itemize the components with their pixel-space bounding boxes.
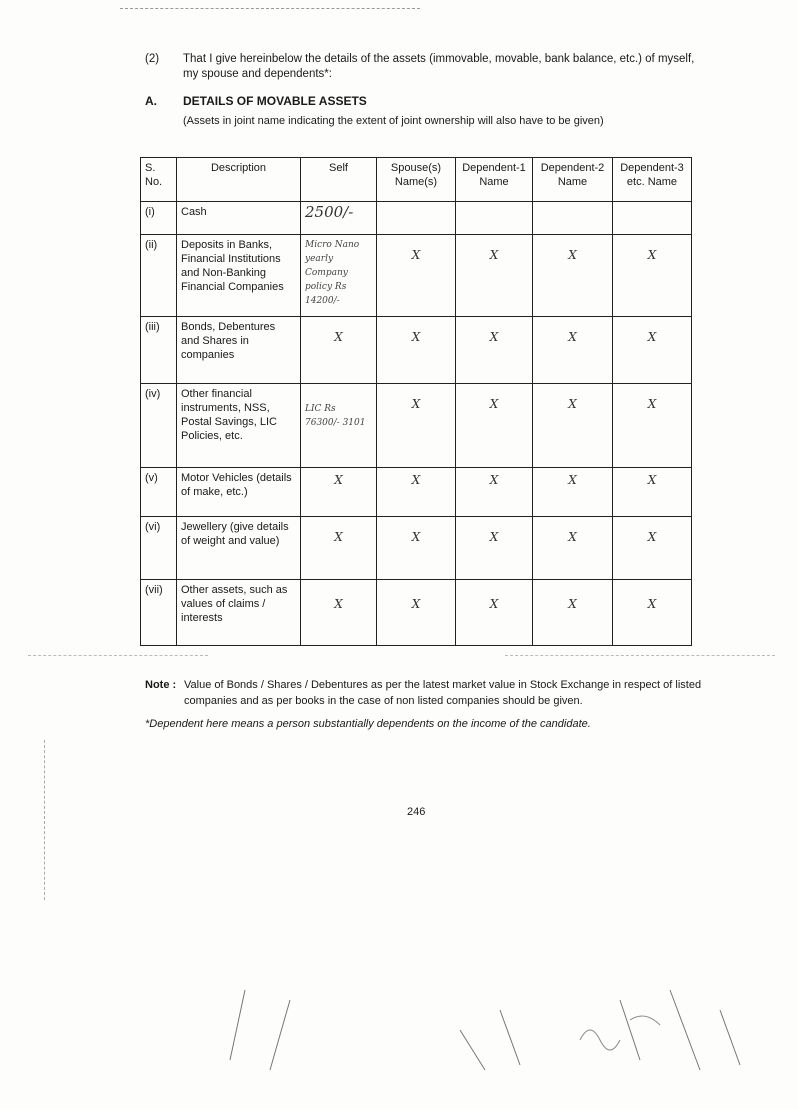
nil-mark: X	[647, 473, 657, 487]
row-spouse-value	[377, 468, 456, 517]
table-row	[141, 202, 692, 235]
nil-mark: X	[411, 397, 421, 411]
row-sno: (iv)	[141, 384, 177, 468]
row-spouse-value	[377, 202, 456, 235]
nil-mark: X	[568, 397, 577, 411]
row-dep1-value	[456, 517, 533, 580]
nil-mark: X	[568, 473, 577, 487]
scan-margin-line	[44, 740, 45, 900]
row-dep1-value	[456, 468, 533, 517]
row-spouse-value	[377, 580, 456, 646]
scan-edge-line	[120, 8, 420, 9]
row-dep2-value	[533, 517, 613, 580]
header-dependent-3: Dependent-3 etc. Name	[613, 158, 692, 202]
nil-mark: X	[568, 330, 577, 344]
nil-mark: X	[411, 330, 421, 344]
row-dep2-value	[533, 317, 613, 384]
row-dep3-value	[613, 235, 692, 317]
table-row	[141, 235, 692, 317]
row-dep2-value	[533, 580, 613, 646]
row-spouse-value	[377, 384, 456, 468]
nil-mark: X	[411, 597, 421, 611]
row-description: Bonds, Debentures and Shares in companies	[177, 317, 301, 384]
table-header-row	[141, 158, 692, 202]
nil-mark: X	[647, 330, 657, 344]
dependent-definition: *Dependent here means a person substantially dependents on the income of the candidate.	[145, 718, 591, 730]
row-sno: (i)	[141, 202, 177, 235]
nil-mark: X	[334, 530, 343, 544]
row-dep2-value	[533, 202, 613, 235]
header-dependent-2: Dependent-2 Name	[533, 158, 613, 202]
nil-mark: X	[489, 473, 499, 487]
row-dep3-value	[613, 468, 692, 517]
row-dep1-value	[456, 384, 533, 468]
row-sno: (vi)	[141, 517, 177, 580]
row-dep1-value	[456, 235, 533, 317]
row-self-value	[301, 580, 377, 646]
row-dep2-value	[533, 235, 613, 317]
nil-mark: X	[334, 597, 343, 611]
heading-letter: A.	[145, 94, 157, 108]
row-spouse-value	[377, 517, 456, 580]
nil-mark: X	[568, 597, 577, 611]
joint-ownership-note: (Assets in joint name indicating the extent of joint ownership will also have to be given)	[183, 115, 604, 127]
table-row	[141, 468, 692, 517]
row-dep1-value	[456, 202, 533, 235]
header-dependent-1: Dependent-1 Name	[456, 158, 533, 202]
nil-mark: X	[489, 597, 499, 611]
row-dep2-value	[533, 384, 613, 468]
nil-mark: X	[647, 597, 657, 611]
section-number: (2)	[145, 53, 160, 65]
row-description: Cash	[177, 202, 301, 235]
table-row	[141, 517, 692, 580]
table-row	[141, 580, 692, 646]
row-sno: (ii)	[141, 235, 177, 317]
row-self-value: 2500/-	[301, 202, 377, 235]
table-row	[141, 384, 692, 468]
row-sno: (vii)	[141, 580, 177, 646]
nil-mark: X	[411, 530, 421, 544]
nil-mark: X	[568, 530, 577, 544]
header-spouse: Spouse(s) Name(s)	[377, 158, 456, 202]
nil-mark: X	[334, 473, 343, 487]
row-description: Deposits in Banks, Financial Institutions and Non-Banking Financial Companies	[177, 235, 301, 317]
row-description: Other assets, such as values of claims / interests	[177, 580, 301, 646]
page-number: 246	[407, 806, 426, 818]
nil-mark: X	[489, 530, 499, 544]
row-spouse-value	[377, 235, 456, 317]
scan-dotted-line	[505, 655, 775, 656]
movable-assets-table	[140, 157, 692, 646]
scan-dotted-line	[28, 655, 208, 656]
note-text: Value of Bonds / Shares / Debentures as per the latest market value in Stock Exchange in respect of listed companies and as per books in the case of non listed companies should be given.	[184, 679, 702, 707]
row-description: Motor Vehicles (details of make, etc.)	[177, 468, 301, 517]
nil-mark: X	[647, 397, 657, 411]
nil-mark: X	[568, 248, 577, 262]
row-self-value: LIC Rs 76300/- 3101	[301, 384, 377, 468]
nil-mark: X	[411, 473, 421, 487]
row-self-value: Micro Nano yearly Company policy Rs 14200/-	[301, 235, 377, 317]
note-label: Note :	[145, 679, 177, 691]
row-sno: (v)	[141, 468, 177, 517]
nil-mark: X	[489, 330, 499, 344]
row-self-value	[301, 317, 377, 384]
row-dep3-value	[613, 317, 692, 384]
table-row	[141, 317, 692, 384]
row-description: Other financial instruments, NSS, Postal Savings, LIC Policies, etc.	[177, 384, 301, 468]
header-description: Description	[177, 158, 301, 202]
row-description: Jewellery (give details of weight and value)	[177, 517, 301, 580]
row-dep3-value	[613, 517, 692, 580]
intro-text: That I give hereinbelow the details of the assets (immovable, movable, bank balance, etc.) of myself, my spouse and dependents*:	[183, 53, 695, 80]
row-dep3-value	[613, 580, 692, 646]
nil-mark: X	[489, 397, 499, 411]
row-self-value	[301, 468, 377, 517]
scan-noise-marks	[200, 970, 760, 1080]
row-dep2-value	[533, 468, 613, 517]
row-self-value	[301, 517, 377, 580]
nil-mark: X	[411, 248, 421, 262]
nil-mark: X	[647, 530, 657, 544]
row-dep1-value	[456, 580, 533, 646]
row-dep1-value	[456, 317, 533, 384]
row-dep3-value	[613, 202, 692, 235]
row-dep3-value	[613, 384, 692, 468]
heading-title: DETAILS OF MOVABLE ASSETS	[183, 94, 367, 108]
nil-mark: X	[647, 248, 657, 262]
nil-mark: X	[489, 248, 499, 262]
nil-mark: X	[334, 330, 343, 344]
row-sno: (iii)	[141, 317, 177, 384]
row-spouse-value	[377, 317, 456, 384]
header-sno: S. No.	[141, 158, 177, 202]
header-self: Self	[301, 158, 377, 202]
